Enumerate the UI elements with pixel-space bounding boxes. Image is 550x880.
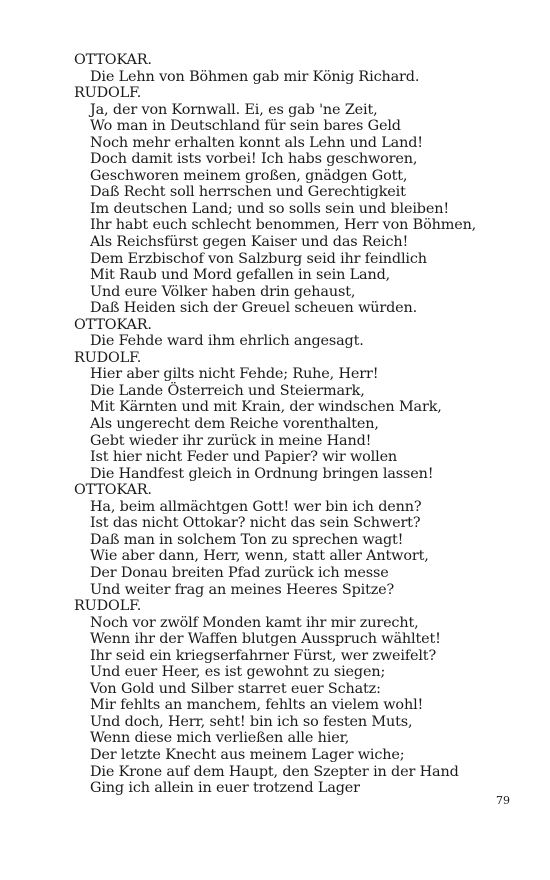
verse-line: Mit Kärnten und mit Krain, der windschen Mark, <box>90 399 442 416</box>
verse-line: Mir fehlts an manchem, fehlts an vielem wohl! <box>90 697 424 714</box>
verse-line: Daß Heiden sich der Greuel scheuen würden. <box>90 300 418 317</box>
speaker-name: OTTOKAR. <box>74 52 152 68</box>
verse-line: Wenn ihr der Waffen blutgen Ausspruch wähltet! <box>90 631 441 648</box>
verse-line: Die Lande Österreich und Steiermark, <box>90 382 365 399</box>
verse-line: Ist hier nicht Feder und Papier? wir wollen <box>90 449 398 466</box>
verse-line: Gebt wieder ihr zurück in meine Hand! <box>90 432 372 449</box>
verse-line: Dem Erzbischof von Salzburg seid ihr feindlich <box>90 250 427 267</box>
verse-line: Mit Raub und Mord gefallen in sein Land, <box>90 267 391 284</box>
verse-line: Ihr seid ein kriegserfahrner Fürst, wer zweifelt? <box>90 647 437 664</box>
verse-line: Noch mehr erhalten konnt als Lehn und Land! <box>90 134 423 151</box>
verse-line: Die Fehde ward ihm ehrlich angesagt. <box>90 333 364 350</box>
speaker-name: RUDOLF. <box>74 85 142 102</box>
verse-line: Die Lehn von Böhmen gab mir König Richard. <box>90 68 420 85</box>
verse-line: Wie aber dann, Herr, wenn, statt aller Antwort, <box>90 548 429 565</box>
verse-line: Der letzte Knecht aus meinem Lager wiche; <box>90 746 405 763</box>
verse-line: Die Krone auf dem Haupt, den Szepter in der Hand <box>90 763 459 780</box>
verse-line: Und eure Völker haben drin gehaust, <box>90 283 356 300</box>
speaker-name: OTTOKAR. <box>74 316 152 333</box>
verse-line: Ist das nicht Ottokar? nicht das sein Schwert? <box>90 515 421 532</box>
verse-line: Wenn diese mich verließen alle hier, <box>90 730 350 747</box>
verse-line: Der Donau breiten Pfad zurück ich messe <box>90 564 389 581</box>
page-number: 79 <box>496 794 510 807</box>
verse-line: Die Handfest gleich in Ordnung bringen lassen! <box>90 465 434 482</box>
speaker-name: RUDOLF. <box>74 598 142 615</box>
verse-line: Doch damit ists vorbei! Ich habs geschworen, <box>90 151 418 168</box>
verse-line: Von Gold und Silber starret euer Schatz: <box>90 680 381 697</box>
verse-line: Geschworen meinem großen, gnädgen Gott, <box>90 167 408 184</box>
verse-line: Und euer Heer, es ist gewohnt zu siegen; <box>90 664 386 681</box>
verse-line: Hier aber gilts nicht Fehde; Ruhe, Herr! <box>90 366 379 383</box>
speaker-name: OTTOKAR. <box>74 482 152 499</box>
verse-line: Ja, der von Kornwall. Ei, es gab 'ne Zeit, <box>90 101 378 118</box>
verse-line: Daß Recht soll herrschen und Gerechtigkeit <box>90 184 406 201</box>
verse-line: Und weiter frag an meines Heeres Spitze? <box>90 581 395 598</box>
verse-line: Im deutschen Land; und so solls sein und bleiben! <box>90 200 449 217</box>
verse-line: Ha, beim allmächtgen Gott! wer bin ich denn? <box>90 498 422 515</box>
verse-line: Als Reichsfürst gegen Kaiser und das Reich! <box>90 234 409 251</box>
verse-line: Daß man in solchem Ton zu sprechen wagt! <box>90 531 404 548</box>
verse-line: Als ungerecht dem Reiche vorenthalten, <box>90 416 379 433</box>
verse-line: Und doch, Herr, seht! bin ich so festen Muts, <box>90 713 413 730</box>
verse-line: Ging ich allein in euer trotzend Lager <box>90 780 360 797</box>
verse-line: Wo man in Deutschland für sein bares Geld <box>90 118 401 135</box>
verse-line: Ihr habt euch schlecht benommen, Herr von Böhmen, <box>90 217 477 234</box>
page-body <box>74 52 514 797</box>
verse-line: Noch vor zwölf Monden kamt ihr mir zurecht, <box>90 614 419 631</box>
speaker-name: RUDOLF. <box>74 349 142 366</box>
